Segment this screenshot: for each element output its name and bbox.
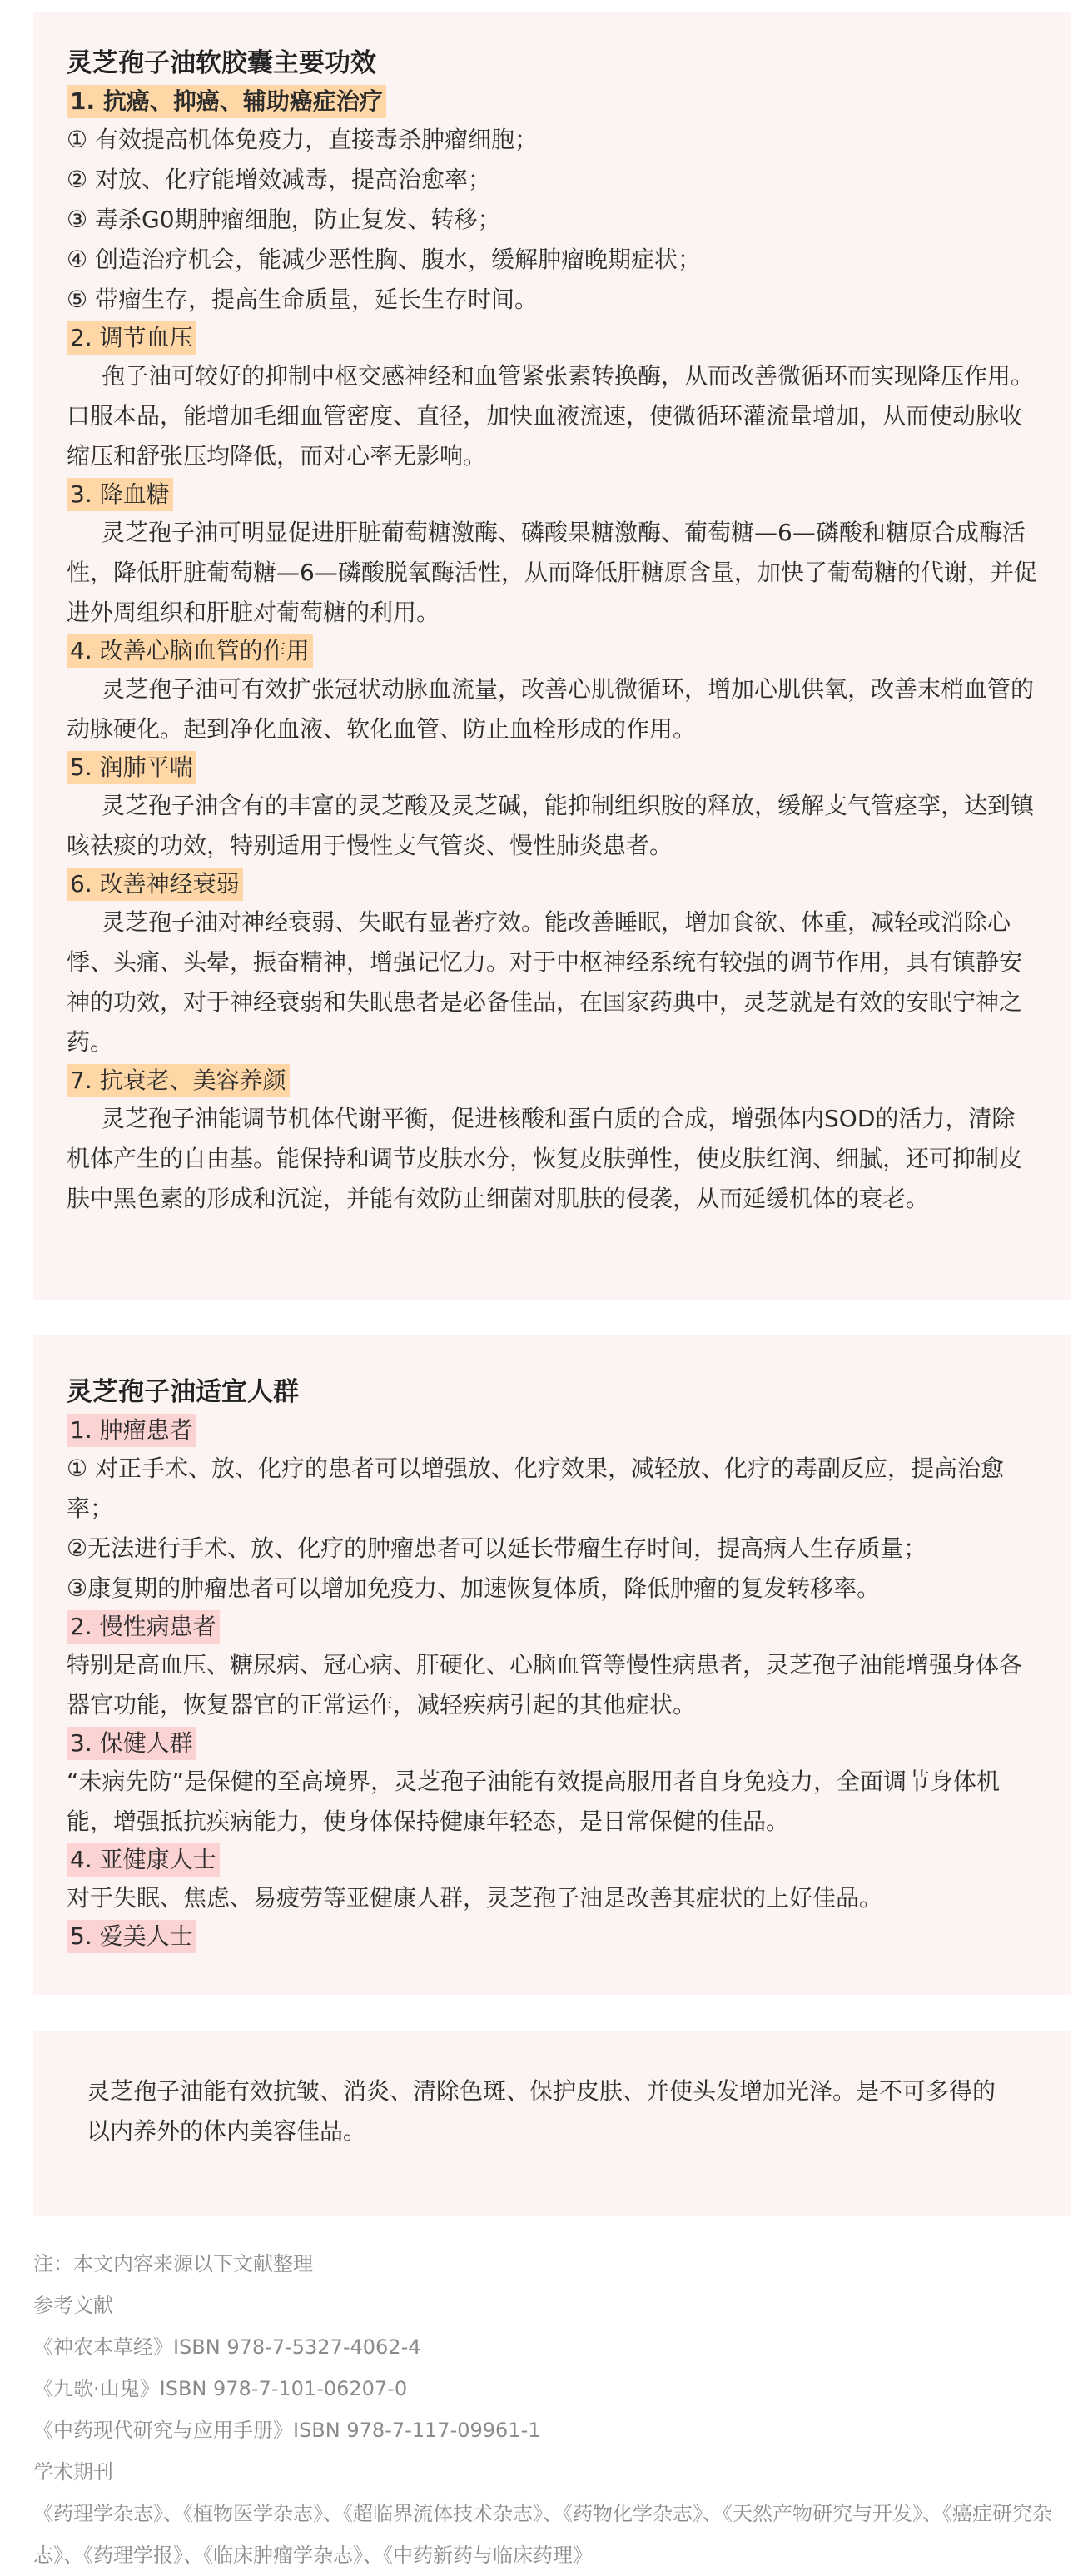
- efficacy-heading-5: 5. 润肺平喘: [67, 751, 196, 784]
- group-heading-4: 4. 亚健康人士: [67, 1843, 220, 1877]
- references-note: 注：本文内容来源以下文献整理: [33, 2252, 313, 2275]
- group-heading-3: 3. 保健人群: [67, 1727, 196, 1760]
- group-heading-1: 1. 肿瘤患者: [67, 1414, 196, 1447]
- efficacy-1-item: ④ 创造治疗机会，能减少恶性胸、腹水，缓解肿瘤晚期症状；: [67, 246, 702, 273]
- beauty-card: [33, 2031, 1071, 2216]
- references: [33, 2243, 1071, 2576]
- group-4-text: 对于失眠、焦虑、易疲劳等亚健康人群，灵芝孢子油是改善其症状的上好佳品。: [67, 1884, 883, 1912]
- efficacy-5-text: 灵芝孢子油含有的丰富的灵芝酸及灵芝碱，能抑制组织胺的释放，缓解支气管痉挛，达到镇咳祛痰的功效，特别适用于慢性支气管炎、慢性肺炎患者。: [67, 792, 1035, 859]
- efficacy-7-text: 灵芝孢子油能调节机体代谢平衡，促进核酸和蛋白质的合成，增强体内SOD的活力，清除机体产生的自由基。能保持和调节皮肤水分，恢复皮肤弹性，使皮肤红润、细腻，还可抑制皮肤中黑色素的形成和沉淀，并能有效防止细菌对肌肤的侵袭，从而延缓机体的衰老。: [67, 1105, 1023, 1212]
- efficacy-4-text: 灵芝孢子油可有效扩张冠状动脉血流量，改善心肌微循环，增加心肌供氧，改善末梢血管的动脉硬化。起到净化血液、软化血管、防止血栓形成的作用。: [67, 675, 1035, 743]
- references-books-label: 参考文献: [33, 2294, 113, 2317]
- group-1-item: ②无法进行手术、放、化疗的肿瘤患者可以延长带瘤生存时间，提高病人生存质量；: [67, 1534, 927, 1562]
- group-1-item: ③康复期的肿瘤患者可以增加免疫力、加速恢复体质，降低肿瘤的复发转移率。: [67, 1574, 881, 1602]
- suitable-groups-title: 灵芝孢子油适宜人群: [67, 1377, 299, 1407]
- reference-book: 《九歌·山鬼》ISBN 978-7-101-06207-0: [33, 2377, 408, 2400]
- references-journals-label: 学术期刊: [33, 2460, 113, 2484]
- efficacy-heading-6: 6. 改善神经衰弱: [67, 868, 243, 901]
- efficacy-1-item: ③ 毒杀G0期肿瘤细胞，防止复发、转移；: [67, 206, 501, 233]
- efficacy-title: 灵芝孢子油软胶囊主要功效: [67, 48, 376, 78]
- efficacy-2-text: 孢子油可较好的抑制中枢交感神经和血管紧张素转换酶，从而改善微循环而实现降压作用。口服本品，能增加毛细血管密度、直径，加快血液流速，使微循环灌流量增加，从而使动脉收缩压和舒张压均降低，而对心率无影响。: [67, 362, 1035, 470]
- efficacy-heading-1: 1. 抗癌、抑癌、辅助癌症治疗: [67, 85, 386, 118]
- efficacy-1-item: ① 有效提高机体免疫力，直接毒杀肿瘤细胞；: [67, 126, 539, 153]
- efficacy-1-item: ② 对放、化疗能增效减毒，提高治愈率；: [67, 166, 492, 193]
- efficacy-1-item: ⑤ 带瘤生存，提高生命质量，延长生存时间。: [67, 286, 539, 313]
- suitable-groups-card: [33, 1335, 1071, 1995]
- group-2-text: 特别是高血压、糖尿病、冠心病、肝硬化、心脑血管等慢性病患者，灵芝孢子油能增强身体各器官功能，恢复器官的正常运作，减轻疾病引起的其他症状。: [67, 1651, 1023, 1718]
- references-journals: 《药理学杂志》、《植物医学杂志》、《超临界流体技术杂志》、《药物化学杂志》、《天然产物研究与开发》、《癌症研究杂志》、《药理学报》、《临床肿瘤学杂志》、《中药新药与临床药理》: [33, 2502, 1052, 2567]
- efficacy-heading-3: 3. 降血糖: [67, 478, 173, 511]
- efficacy-card: [33, 12, 1071, 1300]
- group-1-item: ① 对正手术、放、化疗的患者可以增强放、化疗效果，减轻放、化疗的毒副反应，提高治愈率；: [67, 1455, 1005, 1522]
- group-heading-2: 2. 慢性病患者: [67, 1610, 220, 1644]
- group-3-text: “未病先防”是保健的至高境界，灵芝孢子油能有效提高服用者自身免疫力，全面调节身体机能，增强抵抗疾病能力，使身体保持健康年轻态，是日常保健的佳品。: [67, 1768, 1001, 1835]
- efficacy-heading-2: 2. 调节血压: [67, 321, 196, 355]
- efficacy-3-text: 灵芝孢子油可明显促进肝脏葡萄糖激酶、磷酸果糖激酶、葡萄糖—6—磷酸和糖原合成酶活性，降低肝脏葡萄糖—6—磷酸脱氧酶活性，从而降低肝糖原含量，加快了葡萄糖的代谢，并促进外周组织和肝脏对葡萄糖的利用。: [67, 519, 1037, 626]
- reference-book: 《中药现代研究与应用手册》ISBN 978-7-117-09961-1: [33, 2419, 541, 2442]
- reference-book: 《神农本草经》ISBN 978-7-5327-4062-4: [33, 2335, 421, 2359]
- efficacy-heading-7: 7. 抗衰老、美容养颜: [67, 1064, 290, 1097]
- group-heading-5: 5. 爱美人士: [67, 1920, 196, 1953]
- beauty-text: 灵芝孢子油能有效抗皱、消炎、清除色斑、保护皮肤、并使头发增加光泽。是不可多得的以内养外的体内美容佳品。: [87, 2077, 996, 2145]
- efficacy-heading-4: 4. 改善心脑血管的作用: [67, 634, 313, 668]
- efficacy-6-text: 灵芝孢子油对神经衰弱、失眠有显著疗效。能改善睡眠，增加食欲、体重，减轻或消除心悸、头痛、头晕，振奋精神，增强记忆力。对于中枢神经系统有较强的调节作用，具有镇静安神的功效，对于神经衰弱和失眠患者是必备佳品，在国家药典中，灵芝就是有效的安眠宁神之药。: [67, 908, 1023, 1056]
